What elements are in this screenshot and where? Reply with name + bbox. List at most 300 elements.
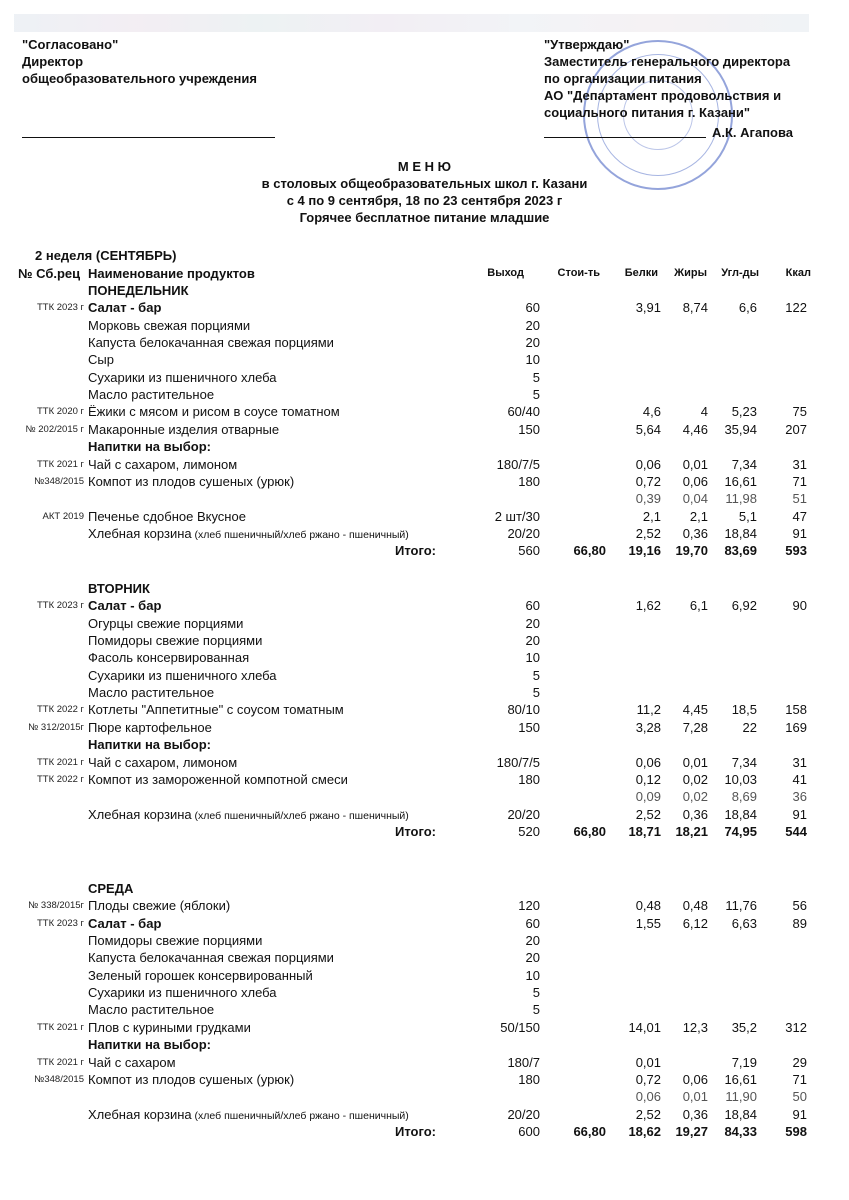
- product-name: [88, 1106, 409, 1125]
- total-cost: 66,80: [573, 543, 606, 559]
- col-kcal: Ккал: [785, 267, 811, 279]
- approved-org: АО "Департамент продовольствия и: [544, 88, 782, 103]
- product-name-text: Огурцы свежие порциями: [88, 615, 244, 631]
- product-name-text: Помидоры свежие порциями: [88, 933, 263, 949]
- product-name: [88, 806, 409, 825]
- product-name: [88, 508, 246, 525]
- table-row: [0, 597, 849, 614]
- fat-value: 6,12: [682, 915, 708, 931]
- product-name-text: Фасоль консервированная: [88, 650, 250, 666]
- product-name-text: Помидоры свежие порциями: [88, 633, 263, 649]
- product-name-text: Макаронные изделия отварные: [88, 421, 280, 437]
- approved-position-2: по организации питания: [544, 71, 702, 86]
- carbs-value: 11,90: [725, 1089, 757, 1105]
- fat-value: 4: [700, 404, 708, 420]
- recipe-code: ТТК 2022 г: [36, 704, 84, 716]
- product-name: [88, 632, 262, 649]
- kcal-value: 91: [792, 806, 807, 822]
- day-name: ПОНЕДЕЛЬНИК: [88, 283, 189, 298]
- product-name-text: Салат - бар: [88, 300, 162, 316]
- recipe-code: ТТК 2020 г: [36, 406, 84, 418]
- col-cost: Стои-ть: [557, 267, 600, 279]
- recipe-code: №348/2015: [34, 475, 84, 487]
- product-name-text: Компот из замороженной компотной смеси: [88, 771, 348, 787]
- fat-value: 6,1: [689, 598, 708, 614]
- protein-value: 11,2: [636, 702, 661, 718]
- product-name: [88, 771, 348, 788]
- protein-value: 2,52: [635, 1106, 661, 1122]
- output-value: 20/20: [507, 806, 540, 822]
- table-row: [0, 897, 849, 914]
- product-name-text: Напитки на выбор:: [88, 737, 211, 753]
- product-name: [88, 649, 249, 666]
- protein-value: 0,06: [635, 754, 661, 770]
- fat-value: 0,04: [682, 491, 708, 507]
- product-name: [88, 754, 237, 771]
- table-row: [0, 421, 849, 438]
- fat-value: 0,02: [682, 771, 708, 787]
- product-name: [88, 456, 237, 473]
- product-name: [88, 667, 277, 684]
- table-row: [0, 490, 849, 507]
- approved-label: "Утверждаю": [544, 37, 630, 52]
- carbs-value: 7,34: [731, 456, 757, 472]
- product-name-text: Напитки на выбор:: [88, 439, 211, 455]
- output-value: 150: [518, 719, 540, 735]
- total-kcal: 544: [785, 823, 807, 839]
- protein-value: 3,91: [635, 300, 661, 316]
- total-carbs: 74,95: [724, 823, 757, 839]
- table-row: [0, 386, 849, 403]
- product-name: [88, 299, 161, 316]
- product-name: [88, 915, 161, 932]
- week-label: 2 неделя (СЕНТЯБРЬ): [35, 248, 177, 263]
- carbs-value: 16,61: [724, 473, 757, 489]
- fat-value: 0,36: [682, 525, 708, 541]
- product-name-text: Пюре картофельное: [88, 719, 212, 735]
- product-name-text: Зеленый горошек консервированный: [88, 967, 313, 983]
- col-code: № Сб.рец: [18, 266, 81, 281]
- product-name-text: Хлебная корзина: [88, 1106, 192, 1122]
- kcal-value: 89: [792, 915, 807, 931]
- protein-value: 2,1: [642, 508, 661, 524]
- product-name: [88, 1054, 176, 1071]
- table-row: [0, 632, 849, 649]
- carbs-value: 18,84: [724, 1106, 757, 1122]
- product-name-text: Капуста белокачанная свежая порциями: [88, 950, 334, 966]
- carbs-value: 5,1: [738, 508, 757, 524]
- table-row: [0, 334, 849, 351]
- protein-value: 0,72: [635, 473, 661, 489]
- protein-value: 4,6: [642, 404, 661, 420]
- product-name: [88, 438, 211, 455]
- kcal-value: 122: [785, 300, 807, 316]
- product-name-text: Сыр: [88, 352, 114, 368]
- agreed-label: "Согласовано": [22, 37, 119, 52]
- output-value: 20: [525, 933, 540, 949]
- protein-value: 0,72: [635, 1071, 661, 1087]
- signature-line-right: [544, 137, 706, 138]
- kcal-value: 91: [792, 525, 807, 541]
- product-name-text: Хлебная корзина: [88, 806, 192, 822]
- product-name-text: Компот из плодов сушеных (урюк): [88, 473, 295, 489]
- fat-value: 0,36: [682, 806, 708, 822]
- table-row: [0, 771, 849, 788]
- day-name: СРЕДА: [88, 881, 134, 896]
- protein-value: 0,01: [635, 1054, 661, 1070]
- product-name: [88, 615, 243, 632]
- total-kcal: 598: [785, 1123, 807, 1139]
- table-row: [0, 1106, 849, 1123]
- carbs-value: 7,19: [731, 1054, 757, 1070]
- protein-value: 0,39: [635, 491, 661, 507]
- carbs-value: 35,2: [731, 1019, 757, 1035]
- output-value: 10: [525, 967, 540, 983]
- product-name-text: Хлебная корзина: [88, 525, 192, 541]
- recipe-code: № 202/2015 г: [25, 423, 84, 435]
- kcal-value: 207: [785, 421, 807, 437]
- output-value: 5: [532, 369, 540, 385]
- protein-value: 3,28: [635, 719, 661, 735]
- total-fat: 19,70: [675, 543, 708, 559]
- fat-value: 0,01: [682, 1089, 708, 1105]
- product-name: [88, 334, 334, 351]
- protein-value: 2,52: [635, 525, 661, 541]
- total-cost: 66,80: [573, 823, 606, 839]
- protein-value: 1,62: [635, 598, 661, 614]
- product-name-text: Компот из плодов сушеных (урюк): [88, 1071, 295, 1087]
- table-row: [0, 788, 849, 805]
- output-value: 20: [525, 335, 540, 351]
- table-row: [0, 1071, 849, 1088]
- kcal-value: 71: [792, 473, 807, 489]
- output-value: 180: [518, 473, 540, 489]
- output-value: 20/20: [507, 1106, 540, 1122]
- total-label: Итого:: [395, 543, 436, 559]
- product-name: [88, 473, 294, 490]
- table-row: [0, 684, 849, 701]
- output-value: 80/10: [507, 702, 540, 718]
- approved-block: [544, 36, 844, 121]
- product-name-text: Сухарики из пшеничного хлеба: [88, 985, 277, 1001]
- output-value: 20/20: [507, 525, 540, 541]
- protein-value: 2,52: [635, 806, 661, 822]
- carbs-value: 18,84: [724, 525, 757, 541]
- product-name: [88, 351, 114, 368]
- agreed-org: общеобразовательного учреждения: [22, 71, 257, 86]
- total-protein: 18,71: [628, 823, 661, 839]
- signatory-name: А.К. Агапова: [712, 125, 794, 140]
- carbs-value: 6,6: [738, 300, 757, 316]
- column-headers: [0, 265, 849, 282]
- agreed-position: Директор: [22, 54, 84, 69]
- product-name-text: Чай с сахаром, лимоном: [88, 754, 238, 770]
- product-name: [88, 1071, 294, 1088]
- recipe-code: АКТ 2019: [42, 510, 84, 522]
- kcal-value: 91: [792, 1106, 807, 1122]
- total-output: 520: [518, 823, 540, 839]
- product-name-note: (хлеб пшеничный/хлеб ржано - пшеничный): [191, 1109, 409, 1122]
- table-row: [0, 984, 849, 1001]
- fat-value: 0,02: [682, 789, 708, 805]
- product-name-text: Сухарики из пшеничного хлеба: [88, 667, 277, 683]
- product-name-note: (хлеб пшеничный/хлеб ржано - пшеничный): [191, 528, 409, 541]
- table-row: [0, 667, 849, 684]
- fat-value: 2,1: [689, 508, 708, 524]
- protein-value: 0,09: [635, 789, 661, 805]
- table-row: [0, 754, 849, 771]
- recipe-code: ТТК 2023 г: [36, 302, 84, 314]
- kcal-value: 29: [792, 1054, 807, 1070]
- product-name: [88, 719, 212, 736]
- product-name: [88, 736, 211, 753]
- product-name: [88, 597, 161, 614]
- carbs-value: 10,03: [724, 771, 757, 787]
- document-title: [0, 158, 849, 226]
- output-value: 5: [532, 685, 540, 701]
- carbs-value: 22: [742, 719, 757, 735]
- total-cost: 66,80: [573, 1123, 606, 1139]
- fat-value: 12,3: [682, 1019, 708, 1035]
- table-row: [0, 299, 849, 316]
- kcal-value: 169: [785, 719, 807, 735]
- total-label: Итого:: [395, 1123, 436, 1139]
- total-carbs: 83,69: [724, 543, 757, 559]
- product-name: [88, 1001, 214, 1018]
- protein-value: 1,55: [635, 915, 661, 931]
- output-value: 120: [518, 898, 540, 914]
- col-protein: Белки: [624, 267, 658, 279]
- fat-value: 8,74: [682, 300, 708, 316]
- fat-value: 0,06: [682, 1071, 708, 1087]
- output-value: 60: [525, 300, 540, 316]
- recipe-code: ТТК 2023 г: [36, 917, 84, 929]
- table-row: [0, 473, 849, 490]
- carbs-value: 18,5: [731, 702, 757, 718]
- output-value: 60/40: [507, 404, 540, 420]
- carbs-value: 11,98: [725, 491, 757, 507]
- recipe-code: ТТК 2021 г: [36, 1021, 84, 1033]
- table-row: [0, 403, 849, 420]
- product-name-text: Плоды свежие (яблоки): [88, 898, 231, 914]
- output-value: 150: [518, 421, 540, 437]
- output-value: 60: [525, 915, 540, 931]
- product-name: [88, 897, 230, 914]
- title-subtitle: в столовых общеобразовательных школ г. Казани: [261, 176, 588, 191]
- recipe-code: ТТК 2023 г: [36, 600, 84, 612]
- carbs-value: 8,69: [731, 789, 757, 805]
- kcal-value: 31: [792, 754, 807, 770]
- product-name: [88, 984, 277, 1001]
- day-heading: [0, 880, 849, 897]
- output-value: 20: [525, 317, 540, 333]
- kcal-value: 158: [785, 702, 807, 718]
- fat-value: 0,01: [682, 456, 708, 472]
- total-row: [0, 1123, 849, 1140]
- product-name: [88, 1036, 211, 1053]
- table-row: [0, 351, 849, 368]
- table-row: [0, 1019, 849, 1036]
- product-name-text: Салат - бар: [88, 915, 162, 931]
- output-value: 20: [525, 615, 540, 631]
- total-protein: 18,62: [628, 1123, 661, 1139]
- day-heading: [0, 580, 849, 597]
- carbs-value: 7,34: [731, 754, 757, 770]
- output-value: 5: [532, 1002, 540, 1018]
- product-name: [88, 967, 313, 984]
- product-name-text: Напитки на выбор:: [88, 1037, 211, 1053]
- protein-value: 0,12: [635, 771, 661, 787]
- table-row: [0, 1036, 849, 1053]
- table-row: [0, 719, 849, 736]
- carbs-value: 35,94: [724, 421, 757, 437]
- product-name-text: Котлеты "Аппетитные" с соусом томатным: [88, 702, 344, 718]
- fat-value: 4,46: [682, 421, 708, 437]
- kcal-value: 47: [792, 508, 807, 524]
- product-name: [88, 403, 340, 420]
- product-name-text: Плов с куриными грудками: [88, 1019, 251, 1035]
- recipe-code: ТТК 2021 г: [36, 756, 84, 768]
- col-fat: Жиры: [674, 267, 707, 279]
- output-value: 20: [525, 950, 540, 966]
- fat-value: 4,45: [682, 702, 708, 718]
- total-label: Итого:: [395, 823, 436, 839]
- table-row: [0, 806, 849, 823]
- scan-artifact-band: [509, 14, 809, 32]
- table-row: [0, 438, 849, 455]
- fat-value: 0,48: [682, 898, 708, 914]
- table-row: [0, 701, 849, 718]
- product-name: [88, 1019, 251, 1036]
- fat-value: 7,28: [682, 719, 708, 735]
- table-row: [0, 649, 849, 666]
- output-value: 180/7/5: [496, 456, 540, 472]
- carbs-value: 16,61: [724, 1071, 757, 1087]
- kcal-value: 36: [792, 789, 807, 805]
- carbs-value: 6,63: [731, 915, 757, 931]
- output-value: 5: [532, 387, 540, 403]
- title-dates: с 4 по 9 сентября, 18 по 23 сентября 2023 г: [286, 193, 563, 208]
- output-value: 180/7: [507, 1054, 540, 1070]
- approved-position: Заместитель генерального директора: [544, 54, 791, 69]
- total-output: 600: [518, 1123, 540, 1139]
- total-fat: 19,27: [675, 1123, 708, 1139]
- table-row: [0, 967, 849, 984]
- scan-artifact-band: [14, 14, 509, 32]
- agreed-block: [22, 36, 257, 87]
- product-name: [88, 525, 409, 544]
- product-name: [88, 369, 277, 386]
- recipe-code: ТТК 2022 г: [36, 773, 84, 785]
- product-name-text: Чай с сахаром: [88, 1054, 176, 1070]
- total-row: [0, 823, 849, 840]
- kcal-value: 51: [792, 491, 807, 507]
- product-name: [88, 949, 334, 966]
- table-row: [0, 456, 849, 473]
- product-name: [88, 421, 279, 438]
- product-name-text: Масло растительное: [88, 387, 215, 403]
- output-value: 60: [525, 598, 540, 614]
- output-value: 2 шт/30: [494, 508, 540, 524]
- output-value: 5: [532, 667, 540, 683]
- output-value: 180: [518, 771, 540, 787]
- table-row: [0, 949, 849, 966]
- protein-value: 0,06: [635, 1089, 661, 1105]
- table-row: [0, 1054, 849, 1071]
- recipe-code: ТТК 2021 г: [36, 1056, 84, 1068]
- recipe-code: № 338/2015г: [28, 900, 84, 912]
- recipe-code: №348/2015: [34, 1073, 84, 1085]
- product-name-text: Печенье сдобное Вкусное: [88, 508, 246, 524]
- kcal-value: 90: [792, 598, 807, 614]
- output-value: 10: [525, 352, 540, 368]
- recipe-code: № 312/2015г: [28, 721, 84, 733]
- product-name-text: Масло растительное: [88, 1002, 215, 1018]
- carbs-value: 18,84: [724, 806, 757, 822]
- kcal-value: 56: [792, 898, 807, 914]
- col-carbs: Угл-ды: [721, 267, 759, 279]
- table-row: [0, 736, 849, 753]
- table-row: [0, 932, 849, 949]
- protein-value: 14,01: [628, 1019, 661, 1035]
- output-value: 20: [525, 633, 540, 649]
- fat-value: 0,36: [682, 1106, 708, 1122]
- product-name: [88, 684, 214, 701]
- kcal-value: 31: [792, 456, 807, 472]
- output-value: 180/7/5: [496, 754, 540, 770]
- fat-value: 0,01: [682, 754, 708, 770]
- product-name-text: Салат - бар: [88, 598, 162, 614]
- product-name-text: Ёжики с мясом и рисом в соусе томатном: [88, 404, 340, 420]
- approved-org-2: социального питания г. Казани": [544, 105, 751, 120]
- title-menu: М Е Н Ю: [397, 159, 452, 174]
- carbs-value: 11,76: [725, 898, 757, 914]
- product-name-text: Масло растительное: [88, 685, 215, 701]
- day-name: ВТОРНИК: [88, 581, 150, 596]
- col-out: Выход: [487, 267, 524, 279]
- kcal-value: 41: [792, 771, 807, 787]
- kcal-value: 50: [792, 1089, 807, 1105]
- table-row: [0, 508, 849, 525]
- total-protein: 19,16: [628, 543, 661, 559]
- kcal-value: 312: [785, 1019, 807, 1035]
- total-kcal: 593: [785, 543, 807, 559]
- table-row: [0, 525, 849, 542]
- output-value: 180: [518, 1071, 540, 1087]
- total-row: [0, 542, 849, 559]
- table-row: [0, 1001, 849, 1018]
- output-value: 50/150: [500, 1019, 540, 1035]
- output-value: 5: [532, 985, 540, 1001]
- carbs-value: 5,23: [731, 404, 757, 420]
- output-value: 10: [525, 650, 540, 666]
- kcal-value: 71: [792, 1071, 807, 1087]
- protein-value: 0,48: [635, 898, 661, 914]
- protein-value: 5,64: [635, 421, 661, 437]
- product-name-text: Морковь свежая порциями: [88, 317, 251, 333]
- product-name-note: (хлеб пшеничный/хлеб ржано - пшеничный): [191, 809, 409, 822]
- signature-line-left: [22, 137, 275, 138]
- fat-value: 0,06: [682, 473, 708, 489]
- product-name: [88, 932, 262, 949]
- table-row: [0, 915, 849, 932]
- title-meal-type: Горячее бесплатное питание младшие: [299, 210, 550, 225]
- product-name: [88, 386, 214, 403]
- day-heading: [0, 282, 849, 299]
- total-fat: 18,21: [675, 823, 708, 839]
- carbs-value: 6,92: [731, 598, 757, 614]
- product-name-text: Капуста белокачанная свежая порциями: [88, 335, 334, 351]
